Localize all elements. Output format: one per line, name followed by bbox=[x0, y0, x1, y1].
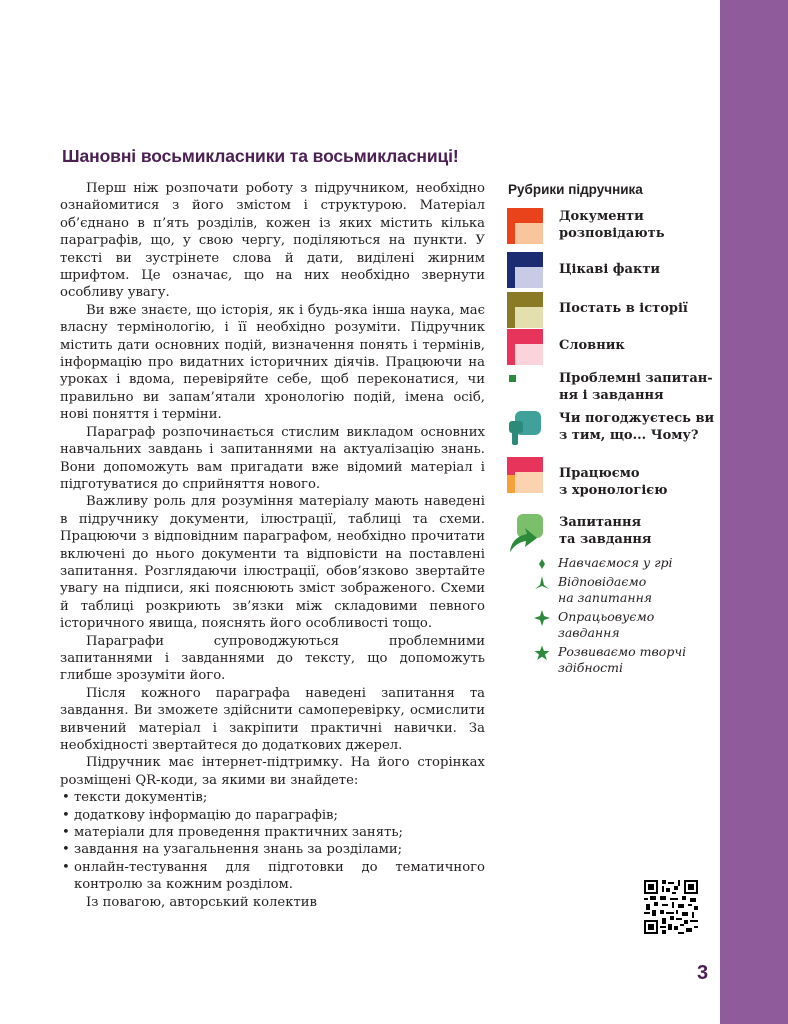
rubric-label: Проблемні запитан- ня і завдання bbox=[559, 371, 713, 403]
paragraph: Параграф розпочинається стислим викладом основних навчальних завдань і запитаннями на актуалізацію знань. Вони допоможуть вам пригадати вже відомий матеріал і підготуватися до сприйняття нового. bbox=[60, 424, 485, 492]
pointing-hand-icon bbox=[507, 410, 543, 448]
list-item: • онлайн-тестування для підготовки до тематичного контролю за кожним розділом. bbox=[60, 859, 485, 894]
qr-code[interactable] bbox=[644, 880, 698, 934]
chronology-icon bbox=[507, 457, 543, 493]
questions-arrow-icon bbox=[507, 512, 543, 552]
facts-icon bbox=[507, 252, 543, 288]
rubric-label: Постать в історії bbox=[559, 301, 688, 316]
list-item: • тексти документів; bbox=[60, 789, 485, 806]
diamond-icon bbox=[534, 556, 550, 572]
paragraph: Перш ніж розпочати роботу з підручником, необхідно ознайомитися з його змістом і структурою. Матеріал об’єднано в п’ять розділів, кожен із яких містить кілька параграфів, що, у свою чергу, поділяються на пункти. У тексті ви зустрінете слова й дати, виділені жирним шрифтом. Це означає, що на них необхідно звернути особливу увагу. bbox=[60, 181, 485, 301]
person-icon bbox=[507, 292, 543, 328]
paragraph: Важливу роль для розуміння матеріалу мають наведені в підручнику документи, ілюстрації, таблиці та схеми. Працюючи з відповідним параграфом, необхідно прочитати включені до нього документи та відповісти на поставлені запитання. Розглядаючи ілюстрації, обов’язково звертайте увагу на підписи, які пояснюють зміст зображеного. Схеми й таблиці розкриють зв’язки між складовими певного історичного явища, пояснять його особливості тощо. bbox=[60, 494, 485, 632]
main-text bbox=[60, 180, 485, 911]
rubrics-heading: Рубрики підручника bbox=[508, 182, 643, 197]
list-item: • матеріали для проведення практичних занять; bbox=[60, 824, 485, 841]
documents-icon bbox=[507, 208, 543, 244]
rubric-label: Чи погоджуєтесь ви з тим, що... Чому? bbox=[559, 411, 715, 443]
list-item: • додаткову інформацію до параграфів; bbox=[60, 807, 485, 824]
green-square-icon bbox=[507, 370, 543, 406]
paragraph: Ви вже знаєте, що історія, як і будь-яка інша наука, має власну термінологію, і її необхідно розуміти. Підручник містить дати основних подій, визначення понять і термінів, інформацію про видатних історичних діячів. Працюючи на уроках і вдома, перевіряйте себе, щоб переконатися, чи правильно ви запам’ятали хронологію подій, імена осіб, нові поняття і терміни. bbox=[60, 302, 485, 423]
page-number: 3 bbox=[697, 962, 709, 984]
four-point-star-icon bbox=[534, 610, 550, 626]
signature: Із повагою, авторський колектив bbox=[86, 894, 317, 910]
five-point-star-icon bbox=[534, 645, 550, 661]
rubric-label: Документи розповідають bbox=[559, 209, 665, 241]
three-point-star-icon bbox=[534, 575, 550, 591]
list-item: • завдання на узагальнення знань за розділами; bbox=[60, 841, 485, 858]
qr-content-list bbox=[60, 789, 485, 893]
rubric-label: Працюємо з хронологією bbox=[559, 466, 668, 498]
rubric-label: Цікаві факти bbox=[559, 262, 661, 277]
paragraph: Після кожного параграфа наведені запитання та завдання. Ви зможете здійснити самоперевірку, осмислити вивчений матеріал і закріпити практичні навички. За необхідності звертайтеся до додаткових джерел. bbox=[60, 685, 485, 753]
rubric-label: Запитання та завдання bbox=[559, 515, 652, 547]
dictionary-icon bbox=[507, 329, 543, 365]
page-title: Шановні восьмикласники та восьмикласниці! bbox=[62, 146, 459, 166]
rubric-label: Словник bbox=[559, 338, 625, 353]
side-color-band bbox=[720, 0, 788, 1024]
paragraph: Підручник має інтернет-підтримку. На його сторінках розміщені QR-коди, за якими ви знайдете: bbox=[60, 755, 485, 788]
paragraph: Параграфи супроводжуються проблемними запитаннями і завданнями до тексту, що допоможуть глибше зрозуміти його. bbox=[60, 633, 485, 684]
